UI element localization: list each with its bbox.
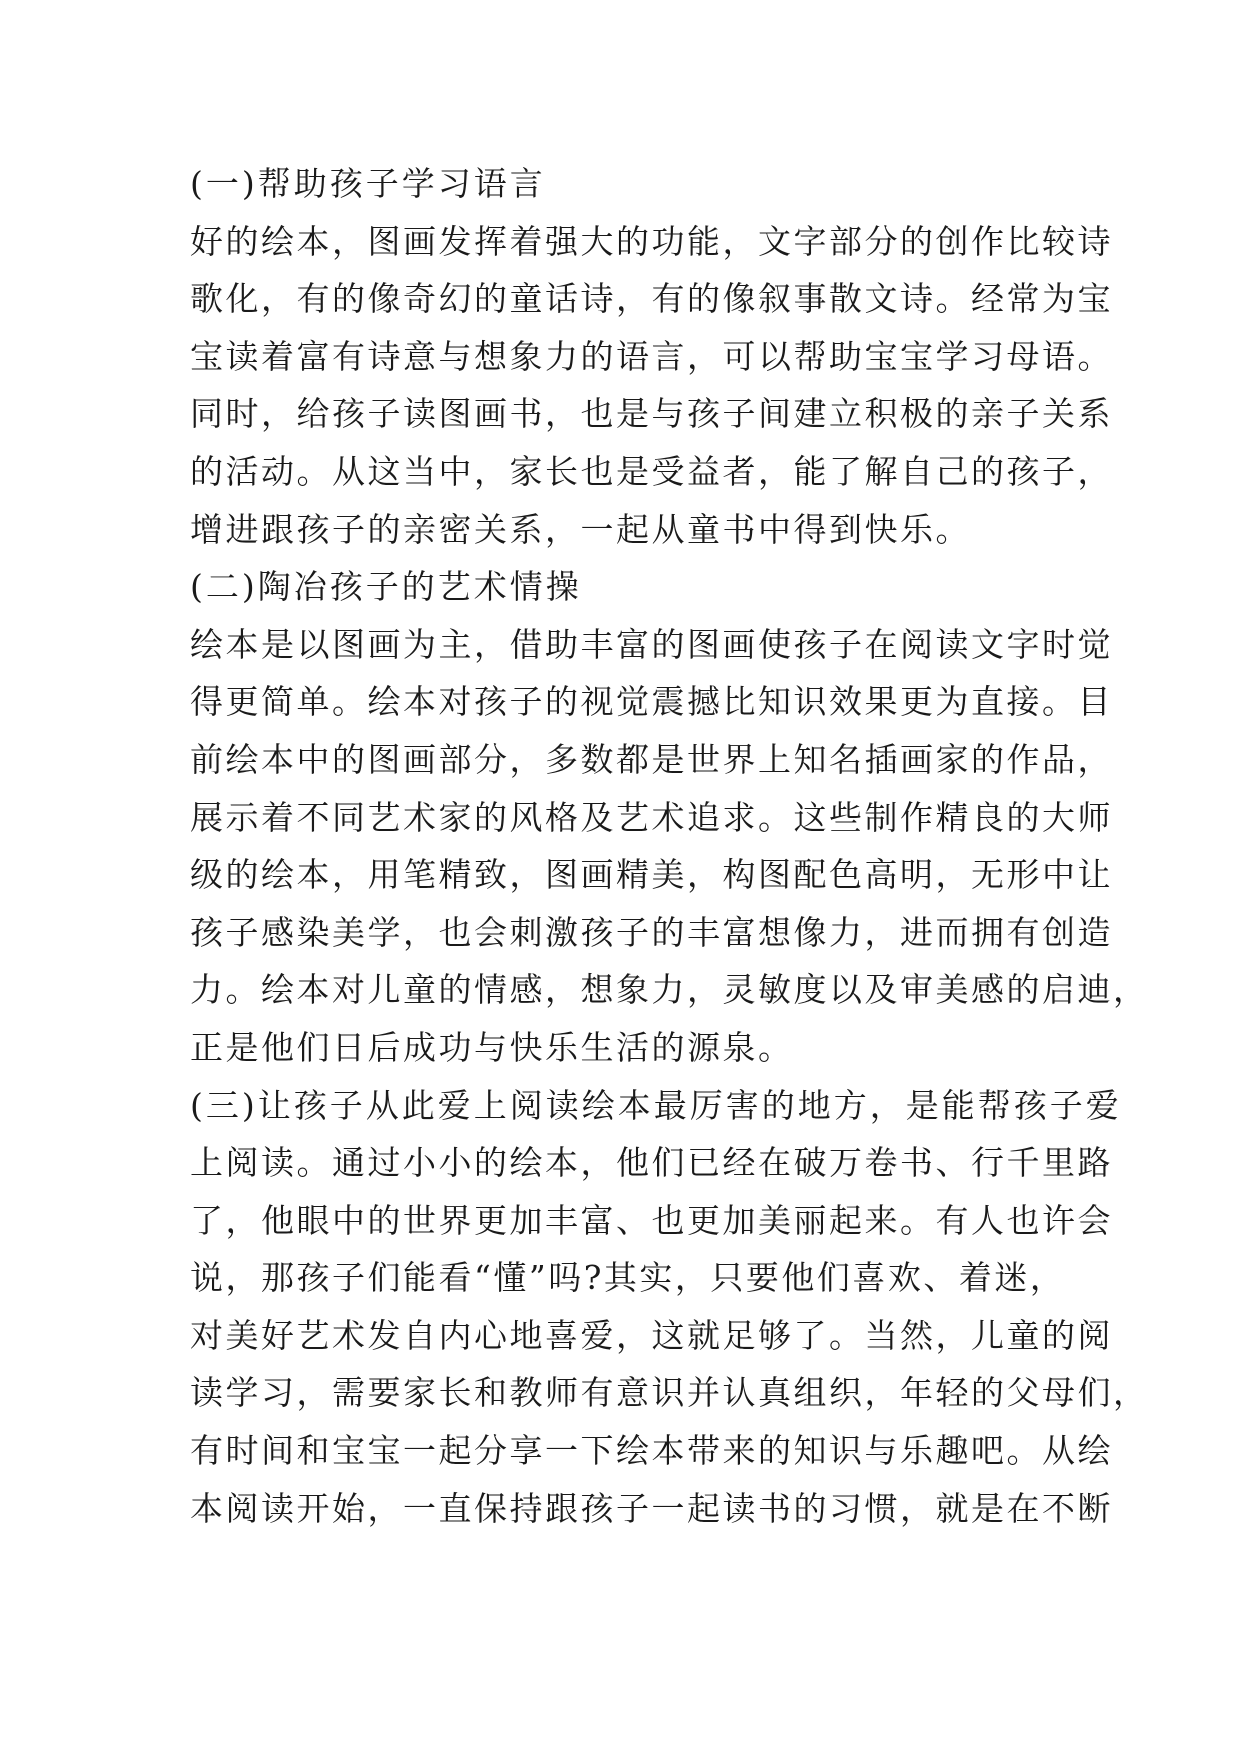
- text-line: 上阅读。通过小小的绘本，他们已经在破万卷书、行千里路: [190, 1143, 1113, 1183]
- text-line: 好的绘本，图画发挥着强大的功能，文字部分的创作比较诗: [190, 221, 1113, 261]
- text-line: 绘本是以图画为主，借助丰富的图画使孩子在阅读文字时觉: [190, 624, 1113, 664]
- section-heading-1: (一)帮助孩子学习语言: [190, 164, 546, 203]
- text-line: 了，他眼中的世界更加丰富、也更加美丽起来。有人也许会: [190, 1200, 1113, 1240]
- text-line: 有时间和宝宝一起分享一下绘本带来的知识与乐趣吧。从绘: [190, 1431, 1113, 1471]
- text-line: 宝读着富有诗意与想象力的语言，可以帮助宝宝学习母语。: [190, 336, 1113, 376]
- section-heading-2: (二)陶冶孩子的艺术情操: [190, 567, 582, 607]
- text-line: 正是他们日后成功与快乐生活的源泉。: [190, 1027, 794, 1067]
- text-line: 的活动。从这当中，家长也是受益者，能了解自己的孩子，: [190, 451, 1113, 491]
- text-line: 得更简单。绘本对孩子的视觉震撼比知识效果更为直接。目: [190, 682, 1113, 722]
- document-body: [190, 155, 1149, 1537]
- section-heading-3: (三)让孩子从此爱上阅读绘本最厉害的地方，是能帮孩子爱: [190, 1085, 1122, 1125]
- text-line: 增进跟孩子的亲密关系，一起从童书中得到快乐。: [190, 509, 971, 549]
- text-line: 对美好艺术发自内心地喜爱，这就足够了。当然，儿童的阅: [190, 1315, 1113, 1355]
- text-line: 歌化，有的像奇幻的童话诗，有的像叙事散文诗。经常为宝: [190, 279, 1113, 319]
- text-line: 本阅读开始，一直保持跟孩子一起读书的习惯，就是在不断: [190, 1488, 1113, 1528]
- text-line: 同时，给孩子读图画书，也是与孩子间建立积极的亲子关系: [190, 394, 1113, 434]
- text-line: 说，那孩子们能看“懂”吗?其实，只要他们喜欢、着迷，: [190, 1258, 1066, 1298]
- text-line: 力。绘本对儿童的情感，想象力，灵敏度以及审美感的启迪，: [190, 970, 1149, 1010]
- text-line: 孩子感染美学，也会刺激孩子的丰富想像力，进而拥有创造: [190, 912, 1113, 952]
- text-line: 展示着不同艺术家的风格及艺术追求。这些制作精良的大师: [190, 797, 1113, 837]
- text-line: 前绘本中的图画部分，多数都是世界上知名插画家的作品，: [190, 739, 1113, 779]
- text-line: 级的绘本，用笔精致，图画精美，构图配色高明，无形中让: [190, 855, 1113, 895]
- text-line: 读学习，需要家长和教师有意识并认真组织，年轻的父母们，: [190, 1373, 1149, 1413]
